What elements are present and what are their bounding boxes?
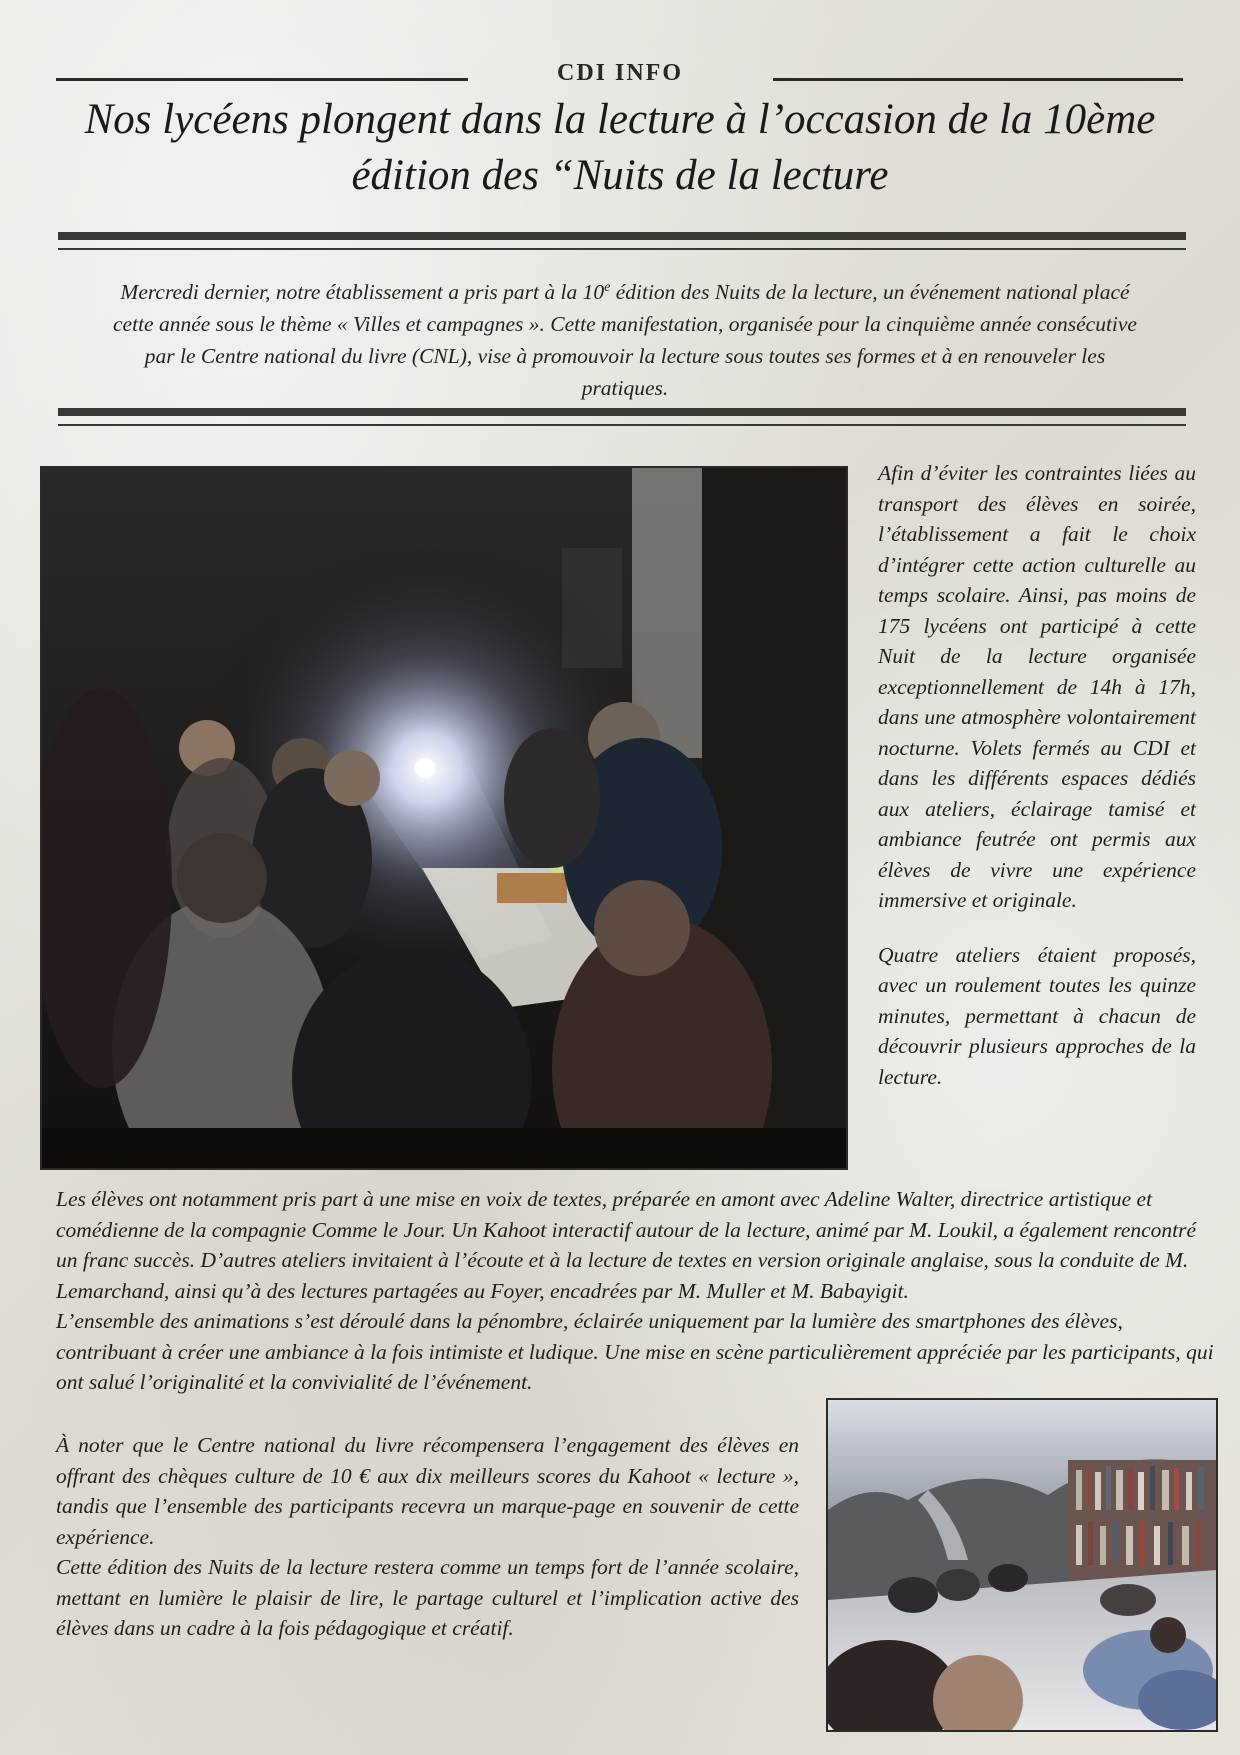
- title-rule-thin: [58, 248, 1186, 250]
- article-full-width-text: [56, 1184, 1216, 1398]
- library-tent-photo: [826, 1398, 1218, 1732]
- bottom-paragraph-2: Cette édition des Nuits de la lecture restera comme un temps fort de l’année scolaire, mettant en lumière le plaisir de lire, le partage culturel et l’implication active des élèves dans un cadre à la fois pédagogique et créatif.: [56, 1555, 799, 1640]
- full-paragraph-1: Les élèves ont notamment pris part à une mise en voix de textes, préparée en amont avec Adeline Walter, directrice artistique et comédienne de la compagnie Comme le Jour. Un Kahoot interactif autour de la lecture, animé par M. Loukil, a également rencontré un franc succès. D’autres ateliers invitaient à l’écoute et à la lecture de textes en version originale anglaise, sous la conduite de M. Lemarchand, ainsi qu’à des lectures partagées au Foyer, encadrées par M. Muller et M. Babayigit.: [56, 1187, 1197, 1303]
- article-closing-text: [56, 1430, 799, 1644]
- intro-rule-thin: [58, 424, 1186, 426]
- full-paragraph-2: L’ensemble des animations s’est déroulé dans la pénombre, éclairée uniquement par la lumière des smartphones des élèves, contribuant à créer une ambiance à la fois intimiste et ludique. Une mise en scène particulièrement appréciée par les participants, qui ont salué l’originalité et la convivialité de l’événement.: [56, 1309, 1214, 1394]
- intro-rule-thick: [58, 408, 1186, 416]
- reading-workshop-illustration: [42, 468, 846, 1168]
- title-rule-thick: [58, 232, 1186, 240]
- article-title: Nos lycéens plongent dans la lecture à l’occasion de la 10ème édition des “Nuits de la lecture: [84, 96, 1156, 199]
- library-tent-illustration: [828, 1400, 1216, 1730]
- bottom-paragraph-1: À noter que le Centre national du livre récompensera l’engagement des élèves en offrant des chèques culture de 10 € aux dix meilleurs scores du Kahoot « lecture », tandis que l’ensemble des participants recevra un marque-page en souvenir de cette expérience.: [56, 1433, 799, 1549]
- article-intro: [105, 272, 1145, 404]
- section-kicker: CDI INFO: [556, 60, 683, 86]
- side-paragraph-2: Quatre ateliers étaient proposés, avec un roulement toutes les quinze minutes, permettant à chacun de découvrir plusieurs approches de la lecture.: [878, 942, 1196, 1089]
- intro-text-start: Mercredi dernier, notre établissement a pris part à la 10: [120, 280, 605, 305]
- side-paragraph-1: Afin d’éviter les contraintes liées au transport des élèves en soirée, l’établissement a fait le choix d’intégrer cette action culturelle au temps scolaire. Ainsi, pas moins de 175 lycéens ont participé à cette Nuit de la lecture organisée exceptionnellement de 14h à 17h, dans une atmosphère volontairement nocturne. Volets fermés au CDI et dans les différents espaces dédiés aux ateliers, éclairage tamisé et ambiance feutrée ont permis aux élèves de vivre une expérience immersive et originale.: [878, 461, 1196, 912]
- reading-workshop-photo: [40, 466, 848, 1170]
- intro-ordinal-suffix: e: [604, 280, 611, 295]
- intro-text-end: édition des Nuits de la lecture, un événement national placé cette année sous le thème « Villes et campagnes ». Cette manifestation, organisée pour la cinquième année consécutive par le Centre national du livre (CNL), vise à promouvoir la lecture sous toutes ses formes et à en renouveler les pratiques.: [113, 280, 1137, 401]
- article-side-column: [878, 458, 1196, 1116]
